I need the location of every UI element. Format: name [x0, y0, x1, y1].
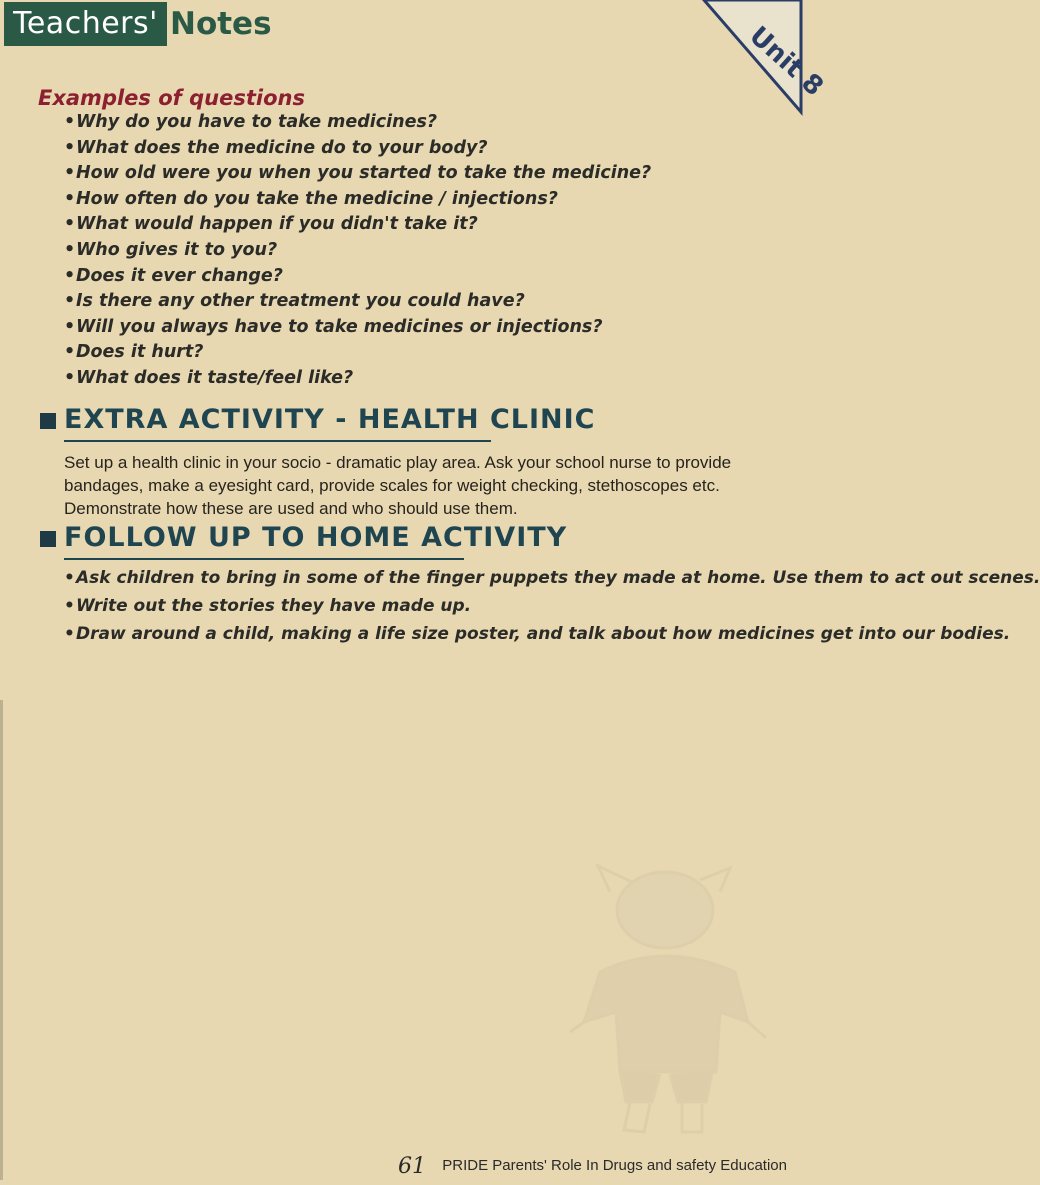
- bullet: •: [64, 265, 76, 286]
- question-text: Will you always have to take medicines or injections?: [76, 316, 603, 337]
- bullet: •: [64, 291, 76, 312]
- question-text: How often do you take the medicine / injections?: [76, 188, 558, 209]
- question-text: What would happen if you didn't take it?: [76, 214, 478, 235]
- section-square-icon: [40, 531, 56, 547]
- bullet: •: [64, 367, 76, 388]
- bullet: •: [64, 112, 76, 132]
- bullet: •: [64, 342, 76, 363]
- section-square-icon: [40, 413, 56, 429]
- child-figure-illustration: [540, 862, 790, 1142]
- question-text: Does it hurt?: [76, 342, 204, 363]
- question-text: Is there any other treatment you could have?: [76, 291, 525, 312]
- bullet: •: [64, 568, 75, 588]
- list-item: [64, 212, 651, 238]
- bullet: •: [64, 239, 76, 260]
- activity-text: Ask children to bring in some of the finger puppets they made at home. Use them to act out scenes.: [76, 568, 1040, 588]
- unit-badge-text: Unit 8: [743, 20, 829, 103]
- bullet: •: [64, 163, 76, 184]
- heading-underline: [64, 558, 464, 560]
- bullet: •: [64, 188, 76, 209]
- notes-label: Notes: [170, 6, 272, 42]
- unit-badge-icon: [690, 0, 829, 112]
- bullet: •: [64, 316, 76, 337]
- list-item: [64, 136, 651, 162]
- list-item: [64, 621, 1040, 647]
- list-item: [64, 264, 651, 290]
- list-item: [64, 187, 651, 213]
- list-item: [64, 315, 651, 341]
- question-text: Does it ever change?: [76, 265, 283, 286]
- activity-text: Write out the stories they have made up.: [76, 596, 472, 616]
- bullet: •: [64, 214, 76, 235]
- heading-underline: [64, 440, 491, 442]
- list-item: [64, 110, 651, 136]
- page-number: 61: [398, 1154, 426, 1179]
- list-item: [64, 366, 651, 392]
- examples-title: Examples of questions: [38, 86, 305, 110]
- list-item: [64, 340, 651, 366]
- question-list: [64, 110, 651, 392]
- home-activity-list: [64, 565, 1040, 647]
- bullet: •: [64, 137, 76, 158]
- list-item: [64, 565, 1040, 591]
- bullet: •: [64, 624, 75, 644]
- question-text: What does the medicine do to your body?: [76, 137, 488, 158]
- question-text: Who gives it to you?: [76, 239, 278, 260]
- list-item: [64, 238, 651, 264]
- list-item: [64, 161, 651, 187]
- extra-activity-body: Set up a health clinic in your socio - dramatic play area. Ask your school nurse to provide bandages, make a eyesight card, provide scales for weight checking, stethoscopes etc. Demonstrate how these are used and who should use them.: [64, 453, 732, 518]
- question-text: How old were you when you started to take the medicine?: [76, 163, 652, 184]
- bullet: •: [64, 596, 75, 616]
- question-text: Why do you have to take medicines?: [76, 112, 438, 132]
- publication-title: PRIDE Parents' Role In Drugs and safety Education: [442, 1157, 787, 1174]
- list-item: [64, 289, 651, 315]
- teachers-label: Teachers': [4, 2, 167, 46]
- activity-text: Draw around a child, making a life size poster, and talk about how medicines get into our bodies.: [76, 624, 1011, 644]
- extra-activity-heading: EXTRA ACTIVITY - HEALTH CLINIC: [64, 404, 596, 435]
- home-activity-heading: FOLLOW UP TO HOME ACTIVITY: [64, 522, 568, 553]
- page-edge-shadow: [0, 700, 3, 1180]
- list-item: [64, 593, 1040, 619]
- question-text: What does it taste/feel like?: [76, 367, 354, 388]
